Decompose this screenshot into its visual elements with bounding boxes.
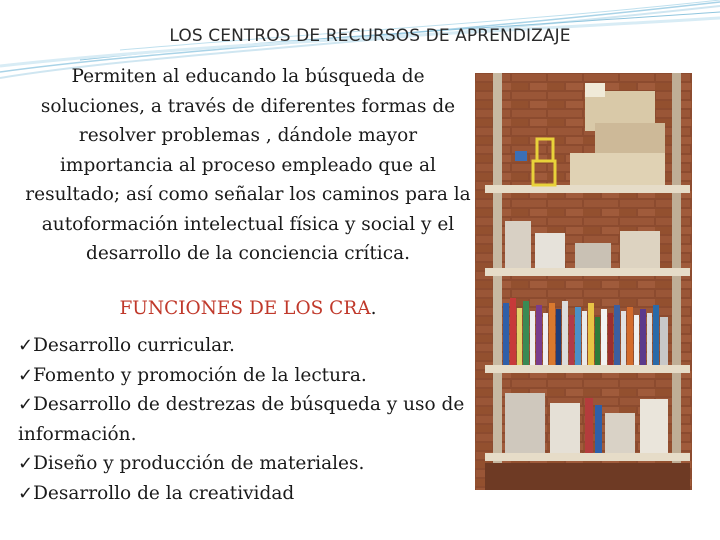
list-item-text: Desarrollo de la creatividad [33,482,295,504]
list-item-text: Desarrollo de destrezas de búsqueda y uso de información. [18,394,465,445]
functions-list [18,331,468,508]
checkmark-icon: ✓ [18,364,34,386]
list-item-text: Desarrollo curricular. [33,335,235,356]
functions-heading-period: . [370,298,377,319]
list-item [18,449,468,479]
checkmark-icon: ✓ [18,335,34,356]
checkmark-icon: ✓ [18,394,34,415]
functions-heading [24,298,472,319]
list-item [18,361,468,391]
slide-title: LOS CENTROS DE RECURSOS DE APRENDIZAJE [169,26,571,46]
bookshelf-photo [475,73,692,490]
checkmark-icon: ✓ [18,453,34,474]
list-item-text: Diseño y producción de materiales. [33,453,365,474]
list-item [18,479,468,509]
list-item [18,331,468,361]
list-item [18,390,468,449]
checkmark-icon: ✓ [18,482,34,504]
intro-paragraph: Permiten al educando la búsqueda de soluciones, a través de diferentes formas de resolver problemas , dándole mayor importancia al proceso empleado que al resultado; así como señalar los caminos para la autoformación intelectual física y social y el desarrollo de la conciencia crítica. [25,66,471,264]
list-item-text: Fomento y promoción de la lectura. [33,364,367,386]
functions-heading-text: FUNCIONES DE LOS CRA [119,298,371,319]
